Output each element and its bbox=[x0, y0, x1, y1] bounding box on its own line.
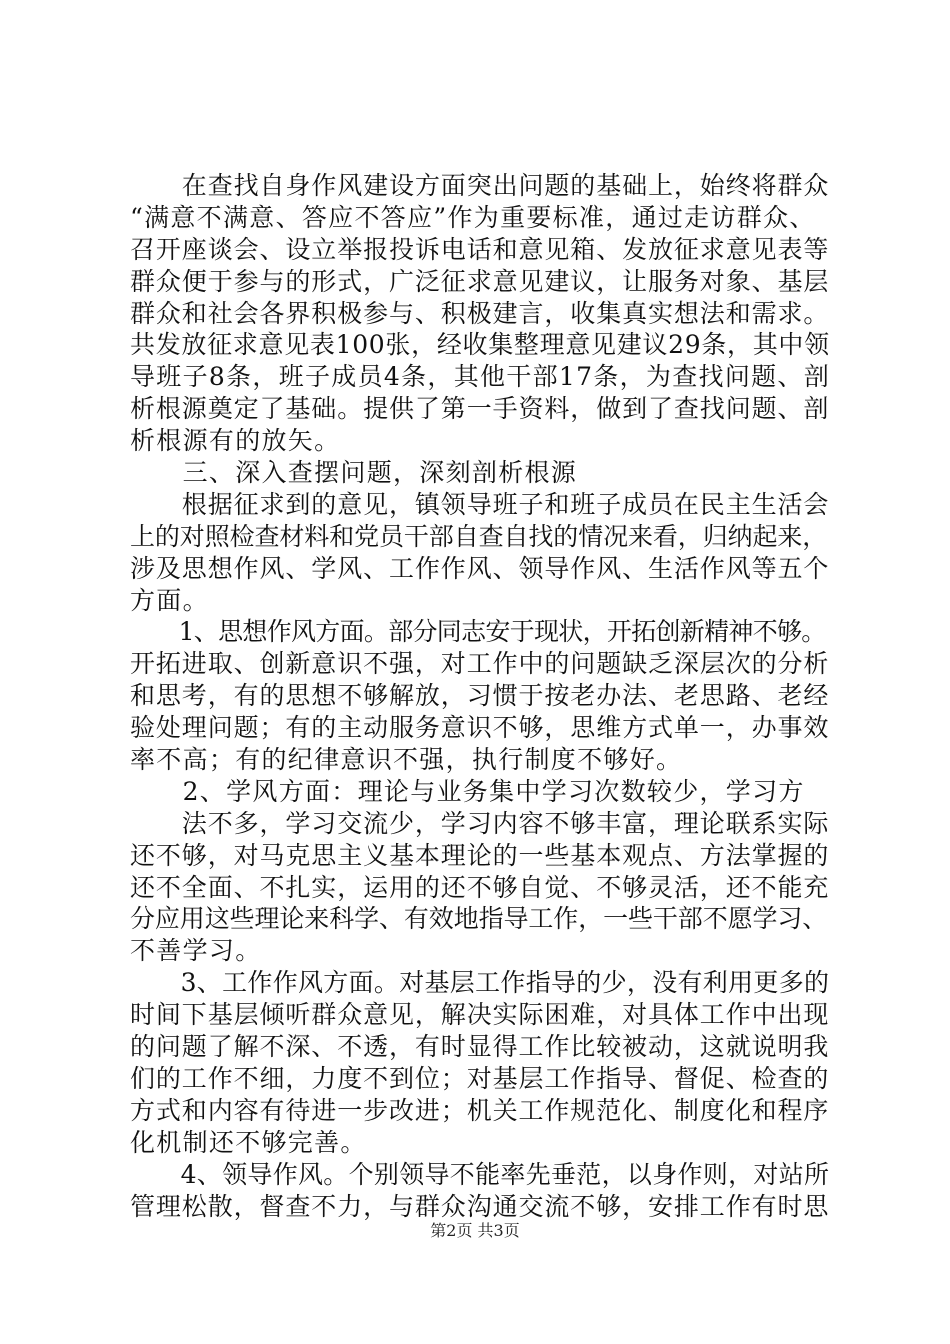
text-line: 4、领导作风。个别领导不能率先垂范，以身作则，对站所 bbox=[130, 1159, 830, 1189]
text-line: 方式和内容有待进一步改进；机关工作规范化、制度化和程序 bbox=[130, 1095, 830, 1125]
text-line: 率不高；有的纪律意识不强，执行制度不够好。 bbox=[130, 745, 683, 775]
text-line: 分应用这些理论来科学、有效地指导工作，一些干部不愿学习、 bbox=[130, 904, 828, 934]
text-line: 共发放征求意见表100张，经收集整理意见建议29条，其中领 bbox=[130, 330, 830, 360]
text-line: 时间下基层倾听群众意见，解决实际困难，对具体工作中出现 bbox=[130, 1000, 830, 1030]
text-line: 和思考，有的思想不够解放，习惯于按老办法、老思路、老经 bbox=[130, 681, 830, 711]
text-line: 的问题了解不深、不透，有时显得工作比较被动，这就说明我 bbox=[130, 1032, 830, 1062]
text-line: 召开座谈会、设立举报投诉电话和意见箱、发放征求意见表等 bbox=[130, 234, 830, 264]
text-line: “满意不满意、答应不答应”作为重要标准，通过走访群众、 bbox=[130, 202, 816, 232]
text-line: 2、学风方面：理论与业务集中学习次数较少，学习方 bbox=[130, 776, 805, 806]
document-body bbox=[130, 170, 830, 1222]
text-line: 化机制还不够完善。 bbox=[130, 1127, 367, 1157]
text-line: 法不多，学习交流少，学习内容不够丰富，理论联系实际 bbox=[130, 808, 830, 838]
text-line: 方面。 bbox=[130, 585, 209, 615]
text-line: 群众便于参与的形式，广泛征求意见建议，让服务对象、基层 bbox=[130, 266, 830, 296]
text-line: 涉及思想作风、学风、工作作风、领导作风、生活作风等五个 bbox=[130, 553, 830, 583]
text-line: 们的工作不细，力度不到位；对基层工作指导、督促、检查的 bbox=[130, 1063, 830, 1093]
text-line: 上的对照检查材料和党员干部自查自找的情况来看，归纳起来， bbox=[130, 521, 828, 551]
text-line: 析根源有的放矢。 bbox=[130, 426, 341, 456]
text-line: 析根源奠定了基础。提供了第一手资料，做到了查找问题、剖 bbox=[130, 394, 830, 424]
text-line: 还不够，对马克思主义基本理论的一些基本观点、方法掌握的 bbox=[130, 840, 830, 870]
text-line: 导班子8条，班子成员4条，其他干部17条，为查找问题、剖 bbox=[130, 362, 831, 392]
section-heading: 三、深入查摆问题，深刻剖析根源 bbox=[130, 458, 578, 488]
text-line: 不善学习。 bbox=[130, 936, 262, 966]
text-line: 还不全面、不扎实，运用的还不够自觉、不够灵活，还不能充 bbox=[130, 872, 830, 902]
text-line: 在查找自身作风建设方面突出问题的基础上，始终将群众 bbox=[130, 171, 830, 200]
text-line: 群众和社会各界积极参与、积极建言，收集真实想法和需求。 bbox=[130, 298, 830, 328]
text-line: 3、工作作风方面。对基层工作指导的少，没有利用更多的 bbox=[130, 968, 830, 998]
text-line: 验处理问题；有的主动服务意识不够，思维方式单一，办事效 bbox=[130, 713, 830, 743]
text-line: 开拓进取、创新意识不强，对工作中的问题缺乏深层次的分析 bbox=[130, 649, 830, 679]
page-number-label: 第2页 共3页 bbox=[430, 1221, 520, 1240]
text-line: 管理松散，督查不力，与群众沟通交流不够，安排工作有时思 bbox=[130, 1191, 830, 1221]
text-line: 根据征求到的意见，镇领导班子和班子成员在民主生活会 bbox=[130, 489, 830, 519]
page-footer bbox=[0, 1218, 950, 1241]
text-line: 1、思想作风方面。部分同志安于现状，开拓创新精神不够。 bbox=[130, 617, 826, 647]
